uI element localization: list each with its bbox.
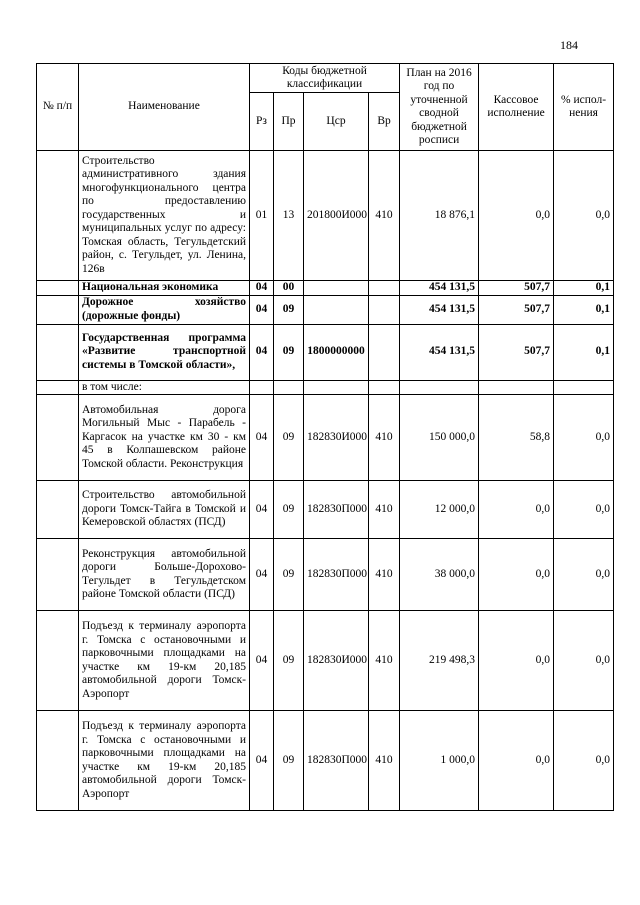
- cell-vr: 410: [369, 481, 400, 539]
- cell-vr: [369, 324, 400, 380]
- header-vr: Вр: [369, 93, 400, 151]
- table-row: [37, 481, 614, 539]
- cell-csr: 182830И000: [304, 395, 369, 481]
- cell-num: [37, 611, 79, 711]
- cell-num: [37, 295, 79, 324]
- cell-cash: 0,0: [479, 611, 554, 711]
- cell-name: Реконструкция автомобильной дороги Больше-Дорохово-Тегульдет в Тегульдетском районе Томской области (ПСД): [79, 539, 250, 611]
- cell-cash: 507,7: [479, 324, 554, 380]
- cell-cash: 507,7: [479, 295, 554, 324]
- budget-table: [36, 63, 614, 811]
- table-row: [37, 539, 614, 611]
- cell-vr: [369, 380, 400, 395]
- cell-rz: 04: [250, 395, 274, 481]
- cell-rz: 04: [250, 481, 274, 539]
- cell-plan: 454 131,5: [400, 281, 479, 296]
- page-number: 184: [560, 38, 578, 52]
- cell-vr: 410: [369, 395, 400, 481]
- cell-csr: 182830П000: [304, 539, 369, 611]
- cell-pct: 0,1: [554, 324, 614, 380]
- cell-plan: 454 131,5: [400, 324, 479, 380]
- cell-vr: 410: [369, 539, 400, 611]
- cell-num: [37, 151, 79, 281]
- cell-rz: 04: [250, 324, 274, 380]
- cell-csr: [304, 380, 369, 395]
- cell-pct: 0,0: [554, 711, 614, 811]
- cell-csr: 201800И000: [304, 151, 369, 281]
- table-row: [37, 395, 614, 481]
- cell-csr: 182830П000: [304, 481, 369, 539]
- cell-cash: 0,0: [479, 539, 554, 611]
- cell-csr: [304, 295, 369, 324]
- cell-num: [37, 281, 79, 296]
- cell-name: Строительство автомобильной дороги Томск-Тайга в Томской и Кемеровской областях (ПСД): [79, 481, 250, 539]
- cell-name: Подъезд к терминалу аэропорта г. Томска с остановочными и парковочными площадками на участке км 19-км 20,185 автомобильной дороги Томск-Аэропорт: [79, 611, 250, 711]
- cell-csr: 182830П000: [304, 711, 369, 811]
- cell-num: [37, 539, 79, 611]
- cell-cash: [479, 380, 554, 395]
- cell-cash: 0,0: [479, 151, 554, 281]
- cell-pct: [554, 380, 614, 395]
- cell-vr: 410: [369, 611, 400, 711]
- cell-pct: 0,1: [554, 295, 614, 324]
- cell-plan: 18 876,1: [400, 151, 479, 281]
- cell-rz: 04: [250, 539, 274, 611]
- cell-vr: 410: [369, 711, 400, 811]
- cell-rz: 04: [250, 611, 274, 711]
- header-num: № п/п: [37, 64, 79, 151]
- cell-name: Дорожное хозяйство (дорожные фонды): [79, 295, 250, 324]
- cell-pr: 09: [274, 711, 304, 811]
- table-row: [37, 281, 614, 296]
- header-plan: План на 2016 год по уточненной сводной бюджетной росписи: [400, 64, 479, 151]
- cell-plan: 38 000,0: [400, 539, 479, 611]
- cell-pr: 09: [274, 395, 304, 481]
- header-name: Наименование: [79, 64, 250, 151]
- cell-name: Национальная экономика: [79, 281, 250, 296]
- cell-pr: 09: [274, 295, 304, 324]
- cell-plan: [400, 380, 479, 395]
- cell-rz: 04: [250, 711, 274, 811]
- cell-rz: [250, 380, 274, 395]
- cell-csr: [304, 281, 369, 296]
- table-row: [37, 611, 614, 711]
- cell-cash: 0,0: [479, 481, 554, 539]
- cell-csr: 182830И000: [304, 611, 369, 711]
- table-row: [37, 295, 614, 324]
- cell-name: в том числе:: [79, 380, 250, 395]
- cell-rz: 04: [250, 295, 274, 324]
- cell-cash: 58,8: [479, 395, 554, 481]
- cell-pr: 09: [274, 324, 304, 380]
- cell-plan: 1 000,0: [400, 711, 479, 811]
- cell-pct: 0,0: [554, 151, 614, 281]
- cell-rz: 01: [250, 151, 274, 281]
- cell-pct: 0,1: [554, 281, 614, 296]
- table-body: [37, 151, 614, 811]
- cell-pct: 0,0: [554, 395, 614, 481]
- table-row: [37, 324, 614, 380]
- cell-num: [37, 711, 79, 811]
- cell-plan: 454 131,5: [400, 295, 479, 324]
- cell-csr: 1800000000: [304, 324, 369, 380]
- table-row: [37, 711, 614, 811]
- table-row: [37, 380, 614, 395]
- header-cash: Кассовое исполнение: [479, 64, 554, 151]
- cell-pct: 0,0: [554, 481, 614, 539]
- cell-num: [37, 380, 79, 395]
- cell-name: Государственная программа «Развитие транспортной системы в Томской области»,: [79, 324, 250, 380]
- header-pct: % испол-нения: [554, 64, 614, 151]
- cell-pct: 0,0: [554, 611, 614, 711]
- cell-plan: 219 498,3: [400, 611, 479, 711]
- cell-cash: 0,0: [479, 711, 554, 811]
- cell-vr: [369, 295, 400, 324]
- cell-num: [37, 324, 79, 380]
- cell-rz: 04: [250, 281, 274, 296]
- cell-vr: [369, 281, 400, 296]
- cell-pr: 13: [274, 151, 304, 281]
- header-csr: Цср: [304, 93, 369, 151]
- cell-name: Строительство административного здания многофункционального центра по предоставлению государственных и муниципальных услуг по адресу: Томская область, Тегульдетский район, с. Тегульдет, ул. Ленина, 126в: [79, 151, 250, 281]
- table-row: [37, 151, 614, 281]
- cell-num: [37, 481, 79, 539]
- cell-cash: 507,7: [479, 281, 554, 296]
- cell-name: Автомобильная дорога Могильный Мыс - Парабель - Каргасок на участке км 30 - км 45 в Колпашевском районе Томской области. Реконструкция: [79, 395, 250, 481]
- cell-pr: 00: [274, 281, 304, 296]
- cell-pr: 09: [274, 481, 304, 539]
- header-rz: Рз: [250, 93, 274, 151]
- cell-vr: 410: [369, 151, 400, 281]
- cell-pr: [274, 380, 304, 395]
- cell-plan: 150 000,0: [400, 395, 479, 481]
- header-codes: Коды бюджетной классификации: [250, 64, 400, 93]
- cell-num: [37, 395, 79, 481]
- cell-pr: 09: [274, 611, 304, 711]
- cell-name: Подъезд к терминалу аэропорта г. Томска с остановочными и парковочными площадками на участке км 19-км 20,185 автомобильной дороги Томск-Аэропорт: [79, 711, 250, 811]
- header-pr: Пр: [274, 93, 304, 151]
- cell-plan: 12 000,0: [400, 481, 479, 539]
- cell-pr: 09: [274, 539, 304, 611]
- cell-pct: 0,0: [554, 539, 614, 611]
